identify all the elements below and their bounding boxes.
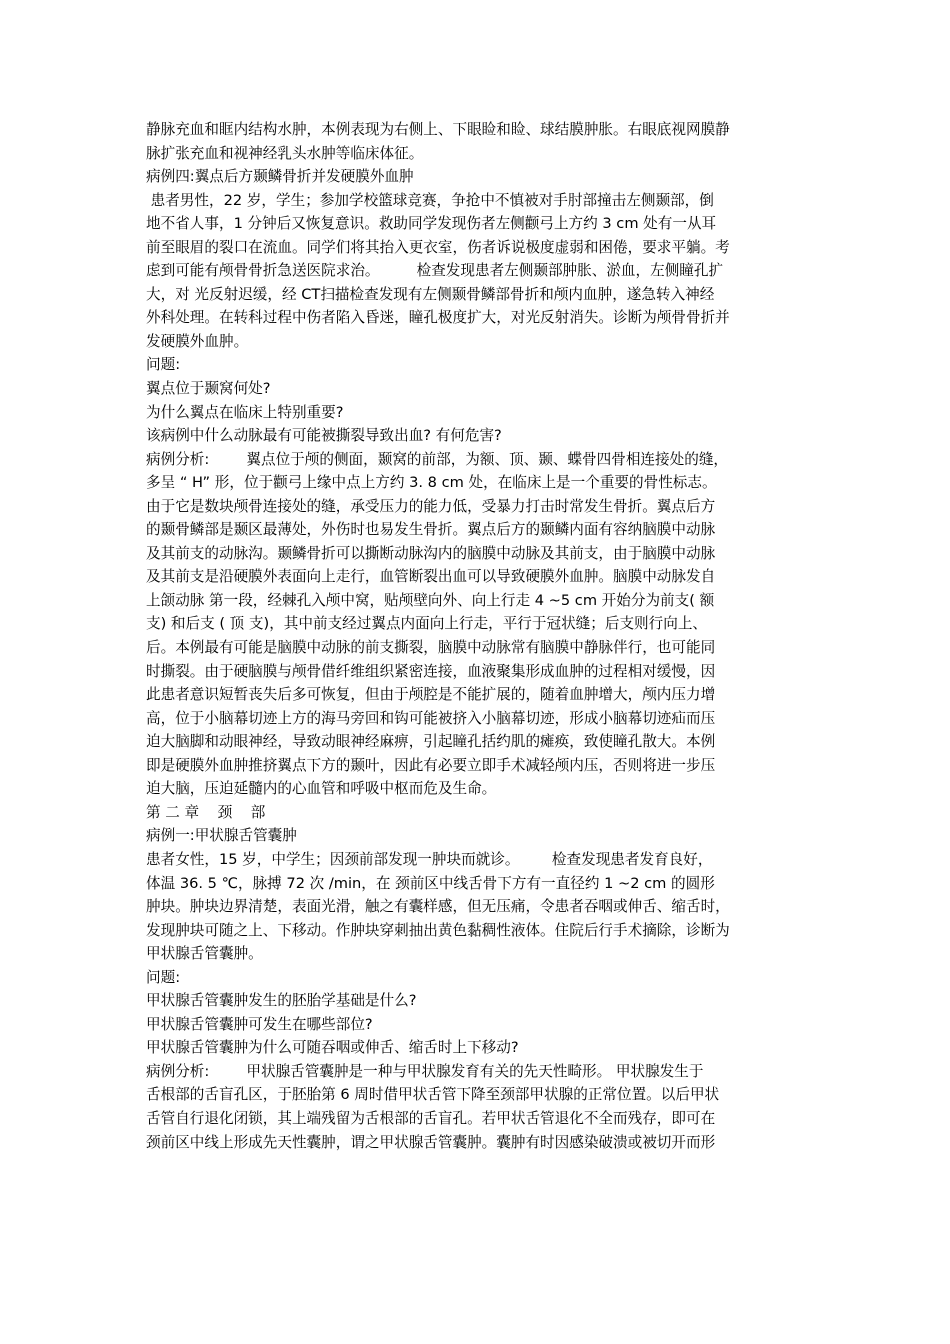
text-line: 高，位于小脑幕切迹上方的海马旁回和钩可能被挤入小脑幕切迹，形成小脑幕切迹疝而压 [146,709,716,727]
text-line: 外科处理。在转科过程中伤者陷入昏迷，瞳孔极度扩大，对光反射消失。诊断为颅骨骨折并 [146,309,730,327]
text-line: 甲状腺舌管囊肿。 [146,945,263,963]
text-line: 肿块。肿块边界清楚，表面光滑，触之有囊样感，但无压痛，令患者吞咽或伸舌、缩舌时， [146,898,730,916]
question-item: 甲状腺舌管囊肿发生的胚胎学基础是什么? [146,992,417,1010]
text-line: 迫大脑脚和动眼神经，导致动眼神经麻痹，引起瞳孔括约肌的瘫痪，致使瞳孔散大。本例 [146,733,716,751]
text-line: 发现肿块可随之上、下移动。作肿块穿刺抽出黄色黏稠性液体。住院后行手术摘除，诊断为 [146,921,730,939]
question-item: 甲状腺舌管囊肿为什么可随吞咽或伸舌、缩舌时上下移动? [146,1039,519,1057]
text-line: 颈前区中线上形成先天性囊肿，谓之甲状腺舌管囊肿。囊肿有时因感染破溃或被切开而形 [146,1133,716,1151]
text-line: 支) 和后支 ( 顶 支)，其中前支经过翼点内面向上行走，平行于冠状缝；后支则行向上、 [146,615,708,633]
text-line: 地不省人事，1 分钟后又恢复意识。救助同学发现伤者左侧颧弓上方约 3 cm 处有一从耳 [146,215,717,233]
text-line: 病例分析: 甲状腺舌管囊肿是一种与甲状腺发育有关的先天性畸形。 甲状腺发生于 [146,1062,704,1080]
text-line: 即是硬膜外血肿推挤翼点下方的颞叶，因此有必要立即手术减轻颅内压，否则将进一步压 [146,756,716,774]
question-heading: 问题: [146,968,181,986]
text-line: 静脉充血和眶内结构水肿，本例表现为右侧上、下眼睑和睑、球结膜肿胀。右眼底视网膜静 [146,121,730,138]
chapter-heading: 第 二 章 颈 部 [146,803,266,821]
text-line: 及其前支的动脉沟。颞鳞骨折可以撕断动脉沟内的脑膜中动脉及其前支，由于脑膜中动脉 [146,544,716,562]
text-line: 及其前支是沿硬膜外表面向上走行，血管断裂出血可以导致硬膜外血肿。脑膜中动脉发自 [146,568,716,586]
text-line: 患者男性，22 岁，学生；参加学校篮球竞赛，争抢中不慎被对手肘部撞击左侧颞部，倒 [146,191,714,209]
question-item: 甲状腺舌管囊肿可发生在哪些部位? [146,1015,373,1033]
document-body [146,118,822,1154]
text-line: 病例分析: 翼点位于颅的侧面，颞窝的前部，为额、顶、颞、蝶骨四骨相连接处的缝， [146,450,729,468]
text-line: 前至眼眉的裂口在流血。同学们将其抬入更衣室，伤者诉说极度虚弱和困倦，要求平躺。考 [146,238,730,256]
text-line: 舌管自行退化闭锁，其上端残留为舌根部的舌盲孔。若甲状舌管退化不全而残存，即可在 [146,1109,716,1127]
text-line: 发硬膜外血肿。 [146,332,249,350]
question-heading: 问题: [146,356,181,374]
text-line: 虑到可能有颅骨骨折急送医院求治。 检查发现患者左侧颞部肿胀、淤血，左侧瞳孔扩 [146,262,724,280]
text-line: 舌根部的舌盲孔区，于胚胎第 6 周时借甲状舌管下降至颈部甲状腺的正常位置。以后甲状 [146,1086,720,1104]
section-heading: 病例一:甲状腺舌管囊肿 [146,827,297,845]
text-line: 时撕裂。由于硬脑膜与颅骨借纤维组织紧密连接，血液聚集形成血肿的过程相对缓慢，因 [146,662,716,680]
text-line: 患者女性，15 岁，中学生；因颈前部发现一肿块而就诊。 检查发现患者发育良好， [146,850,713,868]
question-item: 为什么翼点在临床上特别重要? [146,403,344,421]
text-line: 迫大脑，压迫延髓内的心血管和呼吸中枢而危及生命。 [146,780,497,798]
text-line: 大，对 光反射迟缓，经 CT扫描检查发现有左侧颞骨鳞部骨折和颅内血肿，遂急转入神经 [146,285,715,303]
question-item: 翼点位于颞窝何处? [146,380,271,398]
text-line: 体温 36. 5 ℃，脉搏 72 次 /min，在 颈前区中线舌骨下方有一直径约 1 ~2 cm 的圆形 [146,874,715,892]
text-line: 的颞骨鳞部是颞区最薄处，外伤时也易发生骨折。翼点后方的颞鳞内面有容纳脑膜中动脉 [146,521,716,539]
text-line: 后。本例最有可能是脑膜中动脉的前支撕裂，脑膜中动脉常有脑膜中静脉伴行，也可能同 [146,639,716,657]
text-line: 由于它是数块颅骨连接处的缝，承受压力的能力低，受暴力打击时常发生骨折。翼点后方 [146,497,716,515]
section-heading: 病例四:翼点后方颞鳞骨折并发硬膜外血肿 [146,168,414,186]
text-line: 上颌动脉 第一段，经棘孔入颅中窝，贴颅壁向外、向上行走 4 ~5 cm 开始分为前支( 额 [146,591,715,609]
text-line: 多呈 “ H” 形，位于颧弓上缘中点上方约 3. 8 cm 处，在临床上是一个重要的骨性标志。 [146,474,717,492]
question-item: 该病例中什么动脉最有可能被撕裂导致出血? 有何危害? [146,427,502,445]
text-line: 脉扩张充血和视神经乳头水肿等临床体征。 [146,144,424,162]
text-line: 此患者意识短暂丧失后多可恢复，但由于颅腔是不能扩展的，随着血肿增大，颅内压力增 [146,686,716,704]
